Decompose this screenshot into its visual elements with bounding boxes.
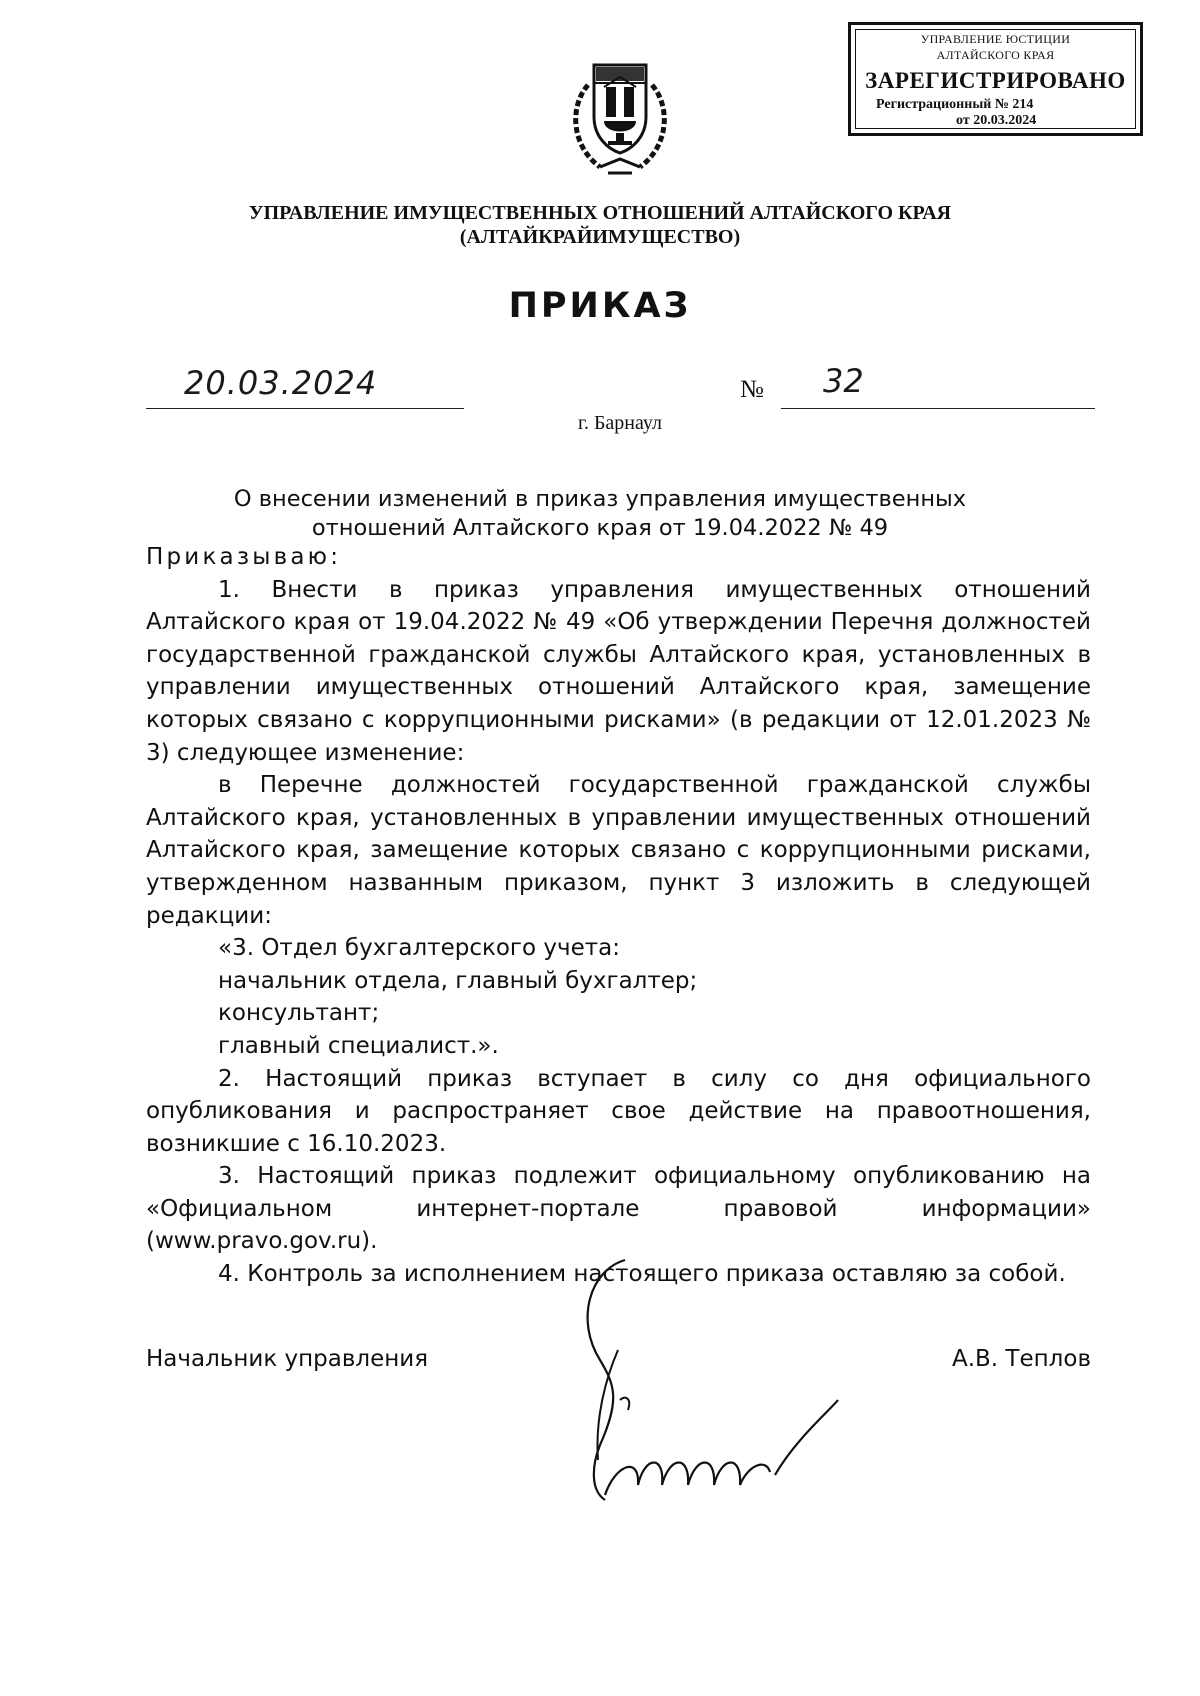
organization-title — [0, 201, 1200, 249]
coat-of-arms-icon — [560, 55, 680, 181]
amended-item-1: начальник отдела, главный бухгалтер; — [218, 967, 698, 994]
paragraph-3: 3. Настоящий приказ подлежит официальному опубликованию на «Официальном интернет-портале правовой информации» (www.pravo.gov.ru). — [146, 1163, 1091, 1255]
document-number: 32 — [823, 362, 864, 400]
orders-heading: Приказываю: — [146, 544, 342, 570]
document-type: ПРИКАЗ — [508, 286, 692, 326]
amended-item-2: консультант; — [218, 1000, 380, 1027]
paragraph-1-amendment: в Перечне должностей государственной гражданской службы Алтайского края, установленных в управлении имущественных отношений Алтайского края, замещение которых связано с коррупционными рисками, утвержденном названным приказом, пункт 3 изложить в следующей редакции: — [146, 772, 1091, 929]
document-date: 20.03.2024 — [184, 364, 378, 402]
amended-item-heading: «3. Отдел бухгалтерского учета: — [218, 935, 620, 962]
subject-line2: отношений Алтайского края от 19.04.2022 № 49 — [311, 515, 889, 541]
city: г. Барнаул — [578, 412, 662, 434]
organization-name: УПРАВЛЕНИЕ ИМУЩЕСТВЕННЫХ ОТНОШЕНИЙ АЛТАЙСКОГО КРАЯ — [248, 202, 952, 224]
document-body — [146, 541, 1091, 1291]
stamp-status: ЗАРЕГИСТРИРОВАНО — [865, 68, 1126, 93]
number-label: № — [740, 376, 764, 403]
signatory-title: Начальник управления — [146, 1346, 429, 1372]
organization-short-name: (АЛТАЙКРАЙИМУЩЕСТВО) — [459, 226, 741, 248]
date-field — [146, 364, 464, 409]
number-field — [781, 362, 1095, 409]
paragraph-2: 2. Настоящий приказ вступает в силу со дня официального опубликования и распространяет свое действие на правоотношения, возникшие с 16.10.2023. — [146, 1065, 1091, 1157]
stamp-reg-date: от 20.03.2024 — [956, 113, 1037, 128]
stamp-org-line1: УПРАВЛЕНИЕ ЮСТИЦИИ — [920, 32, 1071, 46]
signatory-name: А.В. Теплов — [951, 1346, 1091, 1372]
paragraph-1: 1. Внести в приказ управления имущественных отношений Алтайского края от 19.04.2022 № 49 «Об утверждении Перечня должностей государственной гражданской службы Алтайского края, установленных в управлении имущественных отношений Алтайского края, замещение которых связано с коррупционными рисками» (в редакции от 12.01.2023 № 3) следующее изменение: — [146, 576, 1091, 766]
registration-stamp-inner-frame — [855, 29, 1136, 129]
paragraph-4: 4. Контроль за исполнением настоящего приказа оставляю за собой. — [218, 1261, 1066, 1288]
handwritten-signature — [570, 1250, 920, 1510]
amended-item-3: главный специалист.». — [218, 1032, 499, 1059]
stamp-reg-number: Регистрационный № 214 — [876, 97, 1034, 112]
registration-stamp — [848, 22, 1143, 136]
stamp-org-line2: АЛТАЙСКОГО КРАЯ — [936, 48, 1055, 62]
subject-line1: О внесении изменений в приказ управления имущественных — [233, 486, 967, 512]
document-subject — [0, 485, 1200, 543]
